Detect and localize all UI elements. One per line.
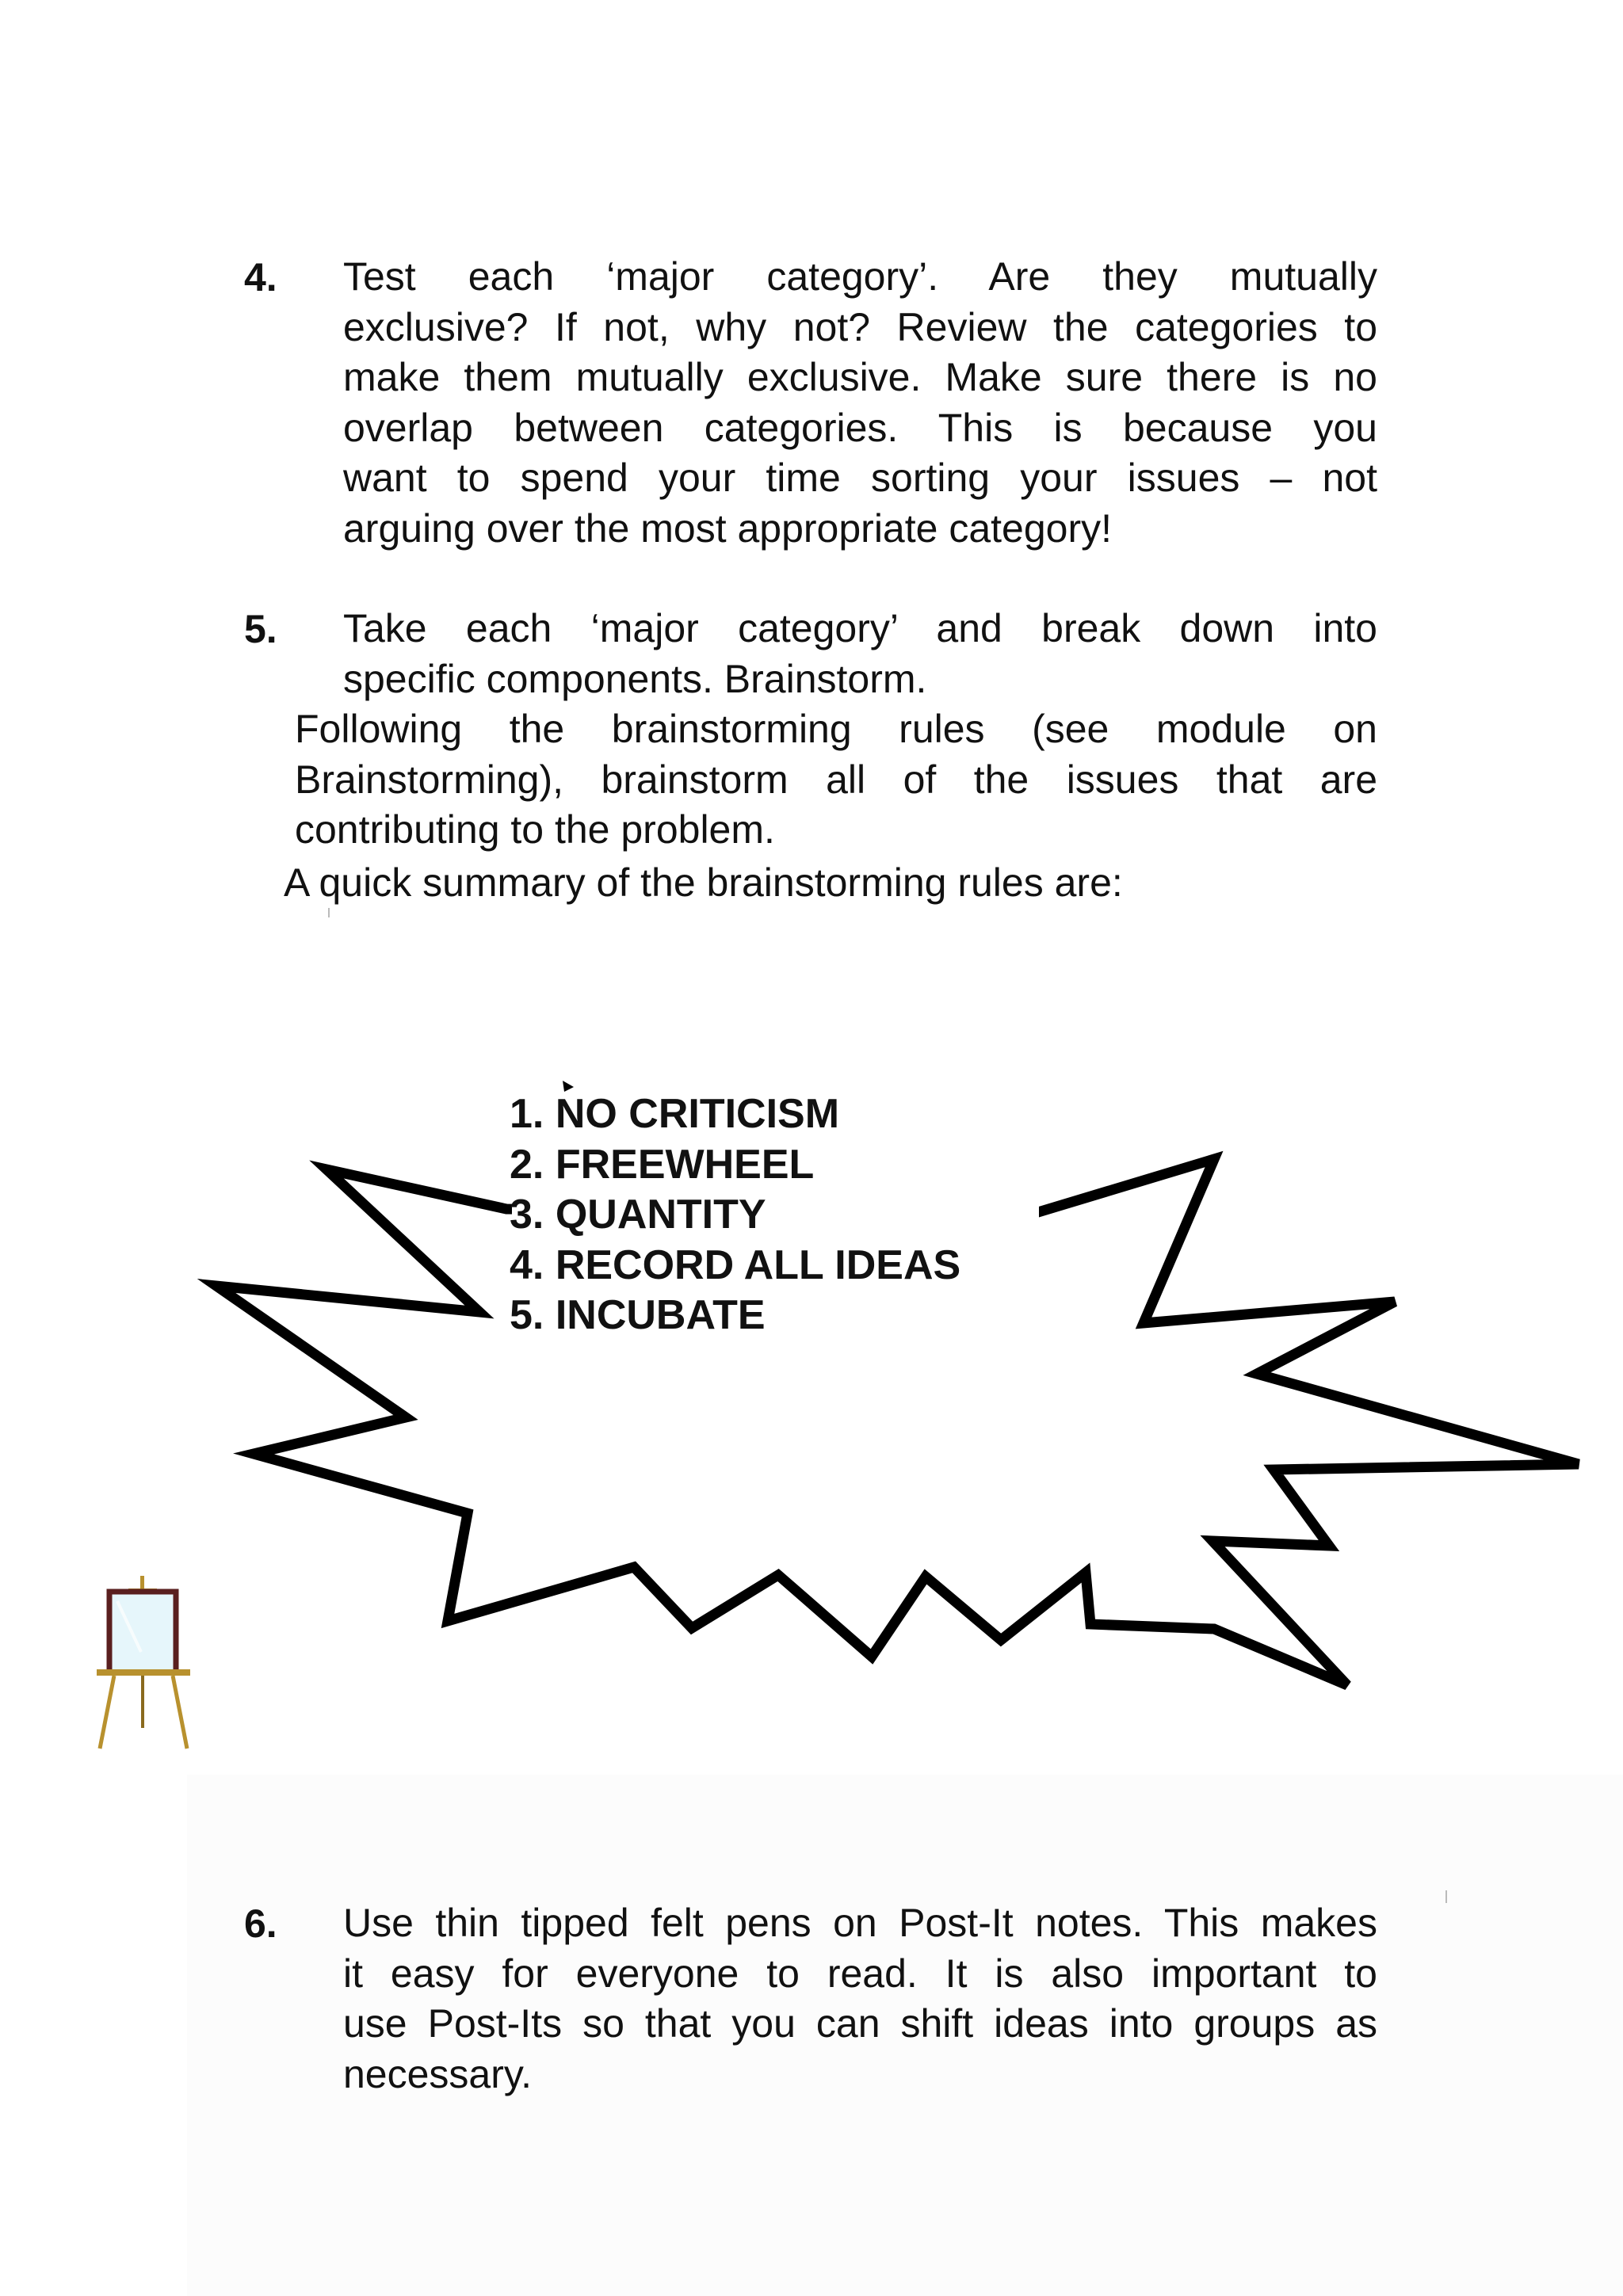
item-4-line: arguing over the most appropriate category! [343, 505, 1112, 551]
item-4-line: overlap between categories. This is because you [343, 405, 1377, 450]
item-4-line: make them mutually exclusive. Make sure there is no [343, 355, 1377, 399]
brainstorm-rules-list [510, 1089, 960, 1341]
item-5-follow-line: contributing to the problem. [295, 807, 775, 852]
rule-item: 2. FREEWHEEL [510, 1141, 815, 1188]
item-5-follow-line: Brainstorming), brainstorm all of the issues that are [295, 757, 1377, 802]
easel-icon [94, 1573, 197, 1755]
item-5-line: specific components. Brainstorm. [343, 656, 927, 701]
rule-item: 5. INCUBATE [510, 1292, 766, 1338]
item-6-line: use Post-Its so that you can shift ideas into groups as [343, 2001, 1377, 2046]
rules-summary-intro: A quick summary of the brainstorming rules are: [284, 860, 1123, 905]
item-5-number: 5. [244, 607, 277, 651]
rule-item: 1. NO CRITICISM [510, 1091, 840, 1137]
item-4-number: 4. [244, 255, 277, 299]
item-6-line: it easy for everyone to read. It is also important to [343, 1951, 1377, 1996]
text-cursor-mark [1445, 1890, 1447, 1903]
item-4-line: exclusive? If not, why not? Review the categories to [343, 304, 1377, 349]
rule-item: 3. QUANTITY [510, 1192, 766, 1238]
item-6-line: necessary. [343, 2051, 533, 2096]
item-5-line: Take each ‘major category’ and break down into [343, 606, 1377, 650]
item-6-number: 6. [244, 1901, 277, 1946]
item-5-follow-line: Following the brainstorming rules (see module on [295, 707, 1377, 751]
item-4-line: want to spend your time sorting your issues – not [343, 456, 1377, 500]
item-6-line: Use thin tipped felt pens on Post-It notes. This makes [343, 1901, 1377, 1945]
rule-item: 4. RECORD ALL IDEAS [510, 1241, 961, 1288]
item-6-paragraph [343, 1898, 1377, 2100]
item-4-line: Test each ‘major category’. Are they mutually [343, 254, 1377, 299]
